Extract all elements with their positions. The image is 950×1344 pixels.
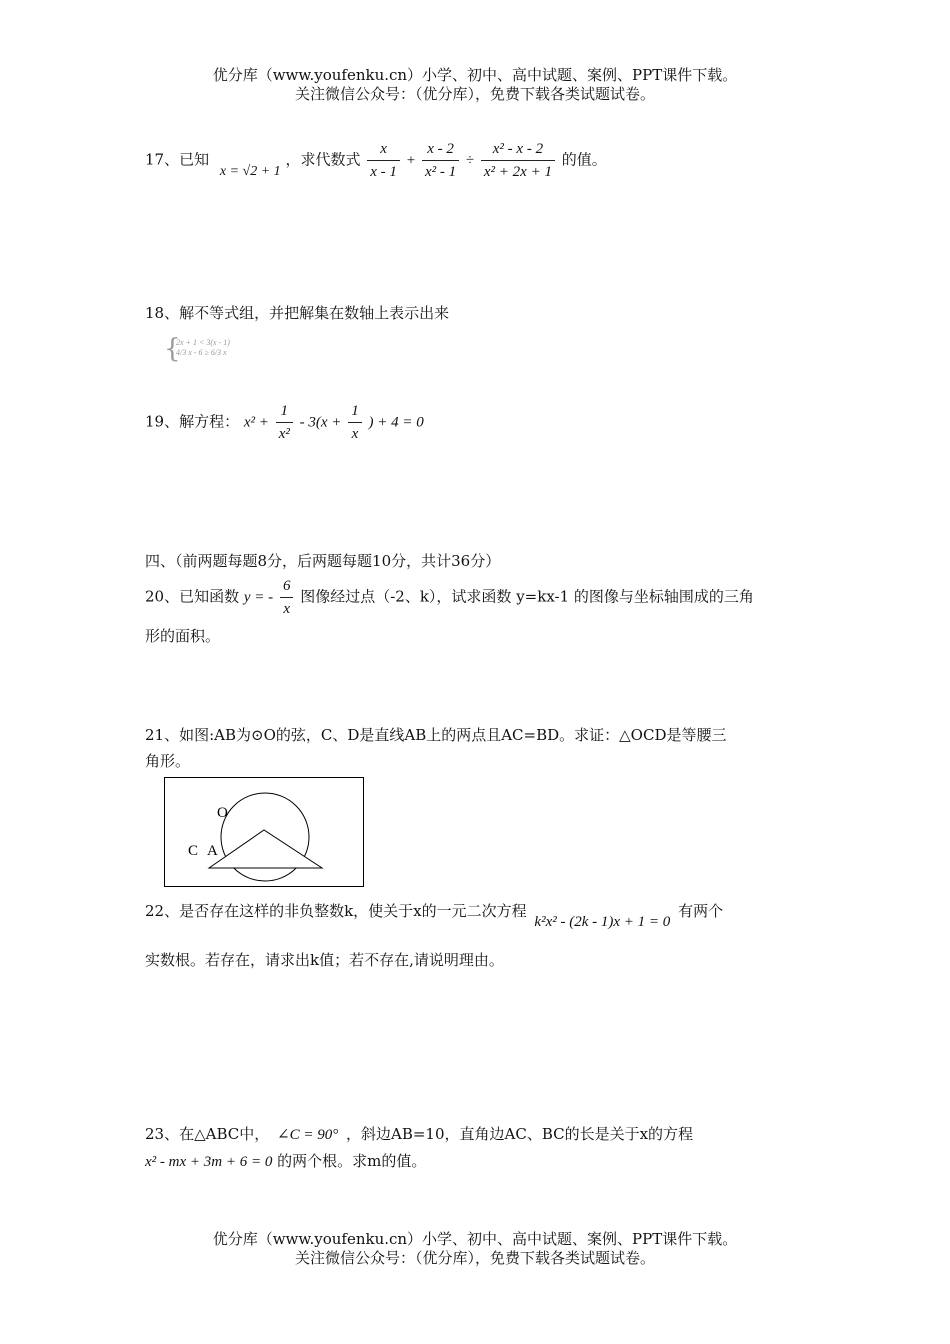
q17-f2-denominator: x² - 1 xyxy=(424,164,457,180)
question-19 xyxy=(145,400,424,445)
q19-eq-c: ) + 4 = 0 xyxy=(368,414,424,431)
q21-label-a: A xyxy=(207,843,218,859)
q22-line-2: 实数根。若存在，请求出k值；若不存在,请说明理由。 xyxy=(145,951,504,969)
question-21-line-2: 角形。 xyxy=(145,752,191,770)
q21-figure-svg xyxy=(164,777,364,887)
q19-fraction-1 xyxy=(276,400,293,445)
q17-fraction-3 xyxy=(481,138,555,183)
q21-triangle xyxy=(209,830,322,868)
q18-system-line-1: 2x + 1 < 3(x - 1) xyxy=(176,338,230,347)
q17-f3-numerator: x² - x - 2 xyxy=(481,138,555,161)
q23-rest: ，斜边AB=10，直角边AC、BC的长是关于x的方程 xyxy=(346,1125,694,1143)
header-line-1: 优分库（www.youfenku.cn）小学、初中、高中试题、案例、PPT课件下载。 xyxy=(212,66,738,84)
q19-prefix: 19、解方程： xyxy=(145,412,240,431)
q17-f1-numerator: x xyxy=(367,138,400,161)
q23-equation: x² - mx + 3m + 6 = 0 xyxy=(145,1154,273,1170)
q19-fraction-2 xyxy=(348,400,362,445)
q18-inequality-system xyxy=(164,334,330,364)
question-23 xyxy=(145,1123,693,1144)
q18-brace: { xyxy=(164,334,181,364)
q21-figure xyxy=(164,777,364,887)
q18-system-lines xyxy=(176,338,230,358)
footer-line-2: 关注微信公众号：（优分库），免费下载各类试题试卷。 xyxy=(294,1249,655,1267)
question-17 xyxy=(145,138,607,183)
q19-g-numerator: 1 xyxy=(348,400,362,423)
q23-prefix: 23、在△ABC中， xyxy=(145,1125,270,1143)
q23-line-2 xyxy=(145,1150,426,1171)
q20-fraction xyxy=(280,575,294,620)
q19-f-denominator: x² xyxy=(278,426,290,442)
q20-f-denominator: x xyxy=(283,601,291,617)
page-footer xyxy=(0,1230,950,1268)
q17-divide: ÷ xyxy=(465,152,475,169)
q20-func: y = - xyxy=(243,589,274,606)
q22-equation: k²x² - (2k - 1)x + 1 = 0 xyxy=(534,914,671,930)
q20-prefix: 20、已知函数 xyxy=(145,587,240,606)
q17-f2-numerator: x - 2 xyxy=(422,138,459,161)
q19-g-denominator: x xyxy=(351,426,359,442)
question-22 xyxy=(145,900,724,930)
header-line-2: 关注微信公众号：（优分库），免费下载各类试题试卷。 xyxy=(294,85,655,103)
q17-plus: + xyxy=(406,152,416,169)
q18-system-line-2: 4/3 x - 6 ≥ 6/3 x xyxy=(176,348,227,357)
q17-fraction-1 xyxy=(367,138,400,183)
q17-suffix: 的值。 xyxy=(561,150,607,169)
q17-prefix: 17、已知 xyxy=(145,150,210,169)
q20-f-numerator: 6 xyxy=(280,575,294,598)
q23-line-2-text: 的两个根。求m的值。 xyxy=(277,1152,427,1170)
q21-label-c: C xyxy=(188,843,199,859)
q17-f1-denominator: x - 1 xyxy=(370,164,397,180)
question-20 xyxy=(145,575,754,620)
q17-mid: ，求代数式 xyxy=(285,150,361,169)
q17-given: x = √2 + 1 xyxy=(219,163,281,179)
page-header xyxy=(0,66,950,104)
q22-prefix: 22、是否存在这样的非负整数k，使关于x的一元二次方程 xyxy=(145,902,527,920)
q19-f-numerator: 1 xyxy=(276,400,293,423)
q17-f3-denominator: x² + 2x + 1 xyxy=(483,164,552,180)
question-18: 18、解不等式组，并把解集在数轴上表示出来 xyxy=(145,304,450,322)
q19-eq-b: - 3(x + xyxy=(299,414,342,431)
q20-rest: 图像经过点（-2、k），试求函数 y=kx-1 的图像与坐标轴围成的三角 xyxy=(300,587,754,606)
q20-line-2: 形的面积。 xyxy=(145,627,221,645)
q19-eq-a: x² + xyxy=(243,414,269,431)
q22-suffix: 有两个 xyxy=(678,902,724,920)
question-21-line-1: 21、如图:AB为⊙O的弦，C、D是直线AB上的两点且AC=BD。求证：△OCD是等腰三 xyxy=(145,726,727,744)
section-4-heading: 四、（前两题每题8分，后两题每题10分，共计36分） xyxy=(145,552,501,570)
q21-label-o: O xyxy=(217,805,228,821)
q23-angle: ∠C = 90° xyxy=(277,1127,339,1143)
footer-line-1: 优分库（www.youfenku.cn）小学、初中、高中试题、案例、PPT课件下载。 xyxy=(212,1230,738,1248)
q17-fraction-2 xyxy=(422,138,459,183)
